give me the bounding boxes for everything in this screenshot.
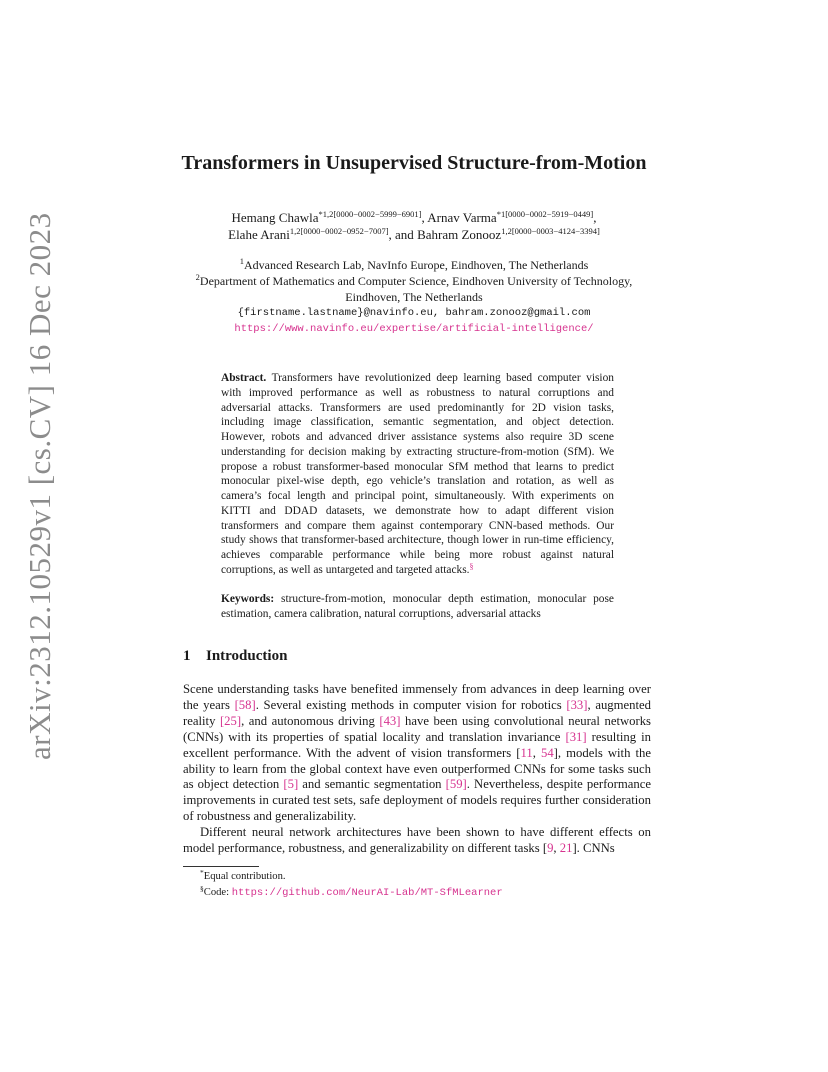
- arxiv-side-stamp: arXiv:2312.10529v1 [cs.CV] 16 Dec 2023: [22, 212, 57, 760]
- citation-link[interactable]: 21: [559, 840, 573, 855]
- author-line-2: [140, 226, 688, 243]
- author-list: [140, 209, 688, 243]
- keywords-label: Keywords:: [221, 593, 275, 605]
- abstract-label: Abstract.: [221, 372, 267, 384]
- affiliation-text: Advanced Research Lab, NavInfo Europe, Eindhoven, The Netherlands: [243, 258, 589, 272]
- footnote-ref-code[interactable]: §: [469, 561, 474, 571]
- citation-link[interactable]: 11: [520, 745, 533, 760]
- citation-link[interactable]: 9: [547, 840, 554, 855]
- citation-link[interactable]: [58]: [234, 697, 256, 712]
- paragraph-text: , and autonomous driving: [241, 713, 380, 728]
- author-name: Elahe Arani: [228, 227, 290, 242]
- abstract: [221, 371, 614, 578]
- footnote-equal-contribution: [200, 869, 660, 885]
- code-repo-link[interactable]: https://github.com/NeurAI-Lab/MT-SfMLearner: [231, 887, 503, 899]
- author-line-1: Hemang Chawla$^{*1,2[0000-0002-5999-6901]}$, Arnav Varma$^{*1[0000-0002-5919-0449]}$,: [231, 209, 597, 225]
- paragraph-text: Scene understanding tasks have benefited immensely from advances in deep learning over the years: [183, 682, 651, 712]
- paragraph-text: ,: [532, 745, 541, 760]
- keywords-text: structure-from-motion, monocular depth estimation, monocular pose estimation, camera calibration, natural corruptions, adversarial attacks: [221, 593, 614, 620]
- paragraph-text: , augmented reality: [183, 697, 651, 728]
- intro-paragraph-1: [183, 682, 651, 825]
- section-heading-introduction: [183, 648, 287, 665]
- abstract-text: Transformers have revolutionized deep learning based computer vision with improved performance as well as robustness to natural corruptions and adversarial attacks. Transformers are used predominantly for 2D vision tasks, including image classification, semantic segmentation, and object detection. However, robots and advanced driver assistance systems also require 3D scene understanding for decision making by extracting structure-from-motion (SfM). We propose a robust transformer-based monocular SfM method that learns to predict monocular pixel-wise depth, ego vehicle’s translation and rotation, as well as camera’s focal length and principal point, simultaneously. With experiments on KITTI and DDAD datasets, we demonstrate how to adapt different vision transformers and compare them against contemporary CNN-based methods. Our study shows that transformer-based architecture, though lower in run-time efficiency, achieves comparable performance while being more robust against natural corruptions, as well as untargeted and targeted attacks.: [221, 372, 614, 576]
- citation-link[interactable]: [33]: [566, 697, 588, 712]
- author-marks: 1,2[0000−0002−0952−7007]: [289, 226, 389, 236]
- intro-paragraph-2: [183, 825, 651, 857]
- paragraph-text: Different neural network architectures have been shown to have different effects on model performance, robustness, and generalizability on different tasks [: [183, 825, 651, 855]
- paragraph-text: ,: [553, 840, 560, 855]
- citation-link[interactable]: [43]: [379, 713, 401, 728]
- citation-link[interactable]: [59]: [445, 777, 467, 792]
- paragraph-text: . Several existing methods in computer vision for robotics: [255, 697, 567, 712]
- footnote-mark: §: [200, 884, 204, 893]
- affiliations: [150, 257, 678, 337]
- footnote-code: [200, 885, 660, 901]
- paragraph-text: ], models with the ability to learn from the global context have even outperformed CNNs for some tasks such as object detection: [183, 745, 651, 792]
- footnote-text: Equal contribution.: [203, 871, 286, 882]
- author-emails: {firstname.lastname}@navinfo.eu, bahram.zonooz@gmail.com: [237, 307, 591, 319]
- paragraph-text: and semantic segmentation: [298, 777, 446, 792]
- section-title: Introduction: [206, 648, 288, 664]
- author-name: Bahram Zonooz: [417, 227, 502, 242]
- affiliation-mark: 2: [195, 272, 200, 282]
- author-marks: 1,2[0000−0003−4124−3394]: [501, 226, 600, 236]
- affiliation-text: Department of Mathematics and Computer Science, Eindhoven University of Technology,: [199, 274, 633, 288]
- author-name: Hemang Chawla: [231, 210, 319, 225]
- citation-link[interactable]: [5]: [283, 777, 299, 792]
- section-number: 1: [183, 648, 191, 664]
- author-name: Arnav Varma: [427, 210, 497, 225]
- paragraph-text: . Nevertheless, despite performance improvements in curated test sets, safe deployment of models requires further consideration of robustness and generalizability.: [183, 777, 651, 824]
- footnote-text: Code:: [203, 887, 232, 898]
- affiliation-2: [150, 273, 678, 289]
- paragraph-text: resulting in excellent performance. With the advent of vision transformers [: [183, 729, 651, 760]
- affiliation-1: [150, 257, 678, 273]
- affiliation-2-city: Eindhoven, The Netherlands: [345, 290, 483, 304]
- footnotes: [200, 869, 660, 901]
- citation-link[interactable]: [31]: [565, 729, 587, 744]
- affiliation-url-link[interactable]: https://www.navinfo.eu/expertise/artificial-intelligence/: [234, 323, 594, 335]
- paragraph-text: have been using convolutional neural networks (CNNs) with its properties of spatial locality and translation invariance: [183, 713, 651, 744]
- author-marks: *1,2[0000−0002−5999−6901]: [318, 209, 422, 219]
- footnote-mark: *: [200, 868, 204, 877]
- affiliation-mark: 1: [239, 256, 244, 266]
- citation-link[interactable]: [25]: [219, 713, 242, 728]
- paragraph-text: ]. CNNs: [572, 840, 615, 855]
- paper-title: Transformers in Unsupervised Structure-from-Motion: [181, 152, 647, 174]
- author-separator: , and: [388, 227, 418, 242]
- citation-link[interactable]: 54: [540, 745, 554, 760]
- footnote-rule: [183, 866, 259, 867]
- keywords: [221, 592, 614, 622]
- author-marks: *1[0000−0002−5919−0449]: [496, 209, 594, 219]
